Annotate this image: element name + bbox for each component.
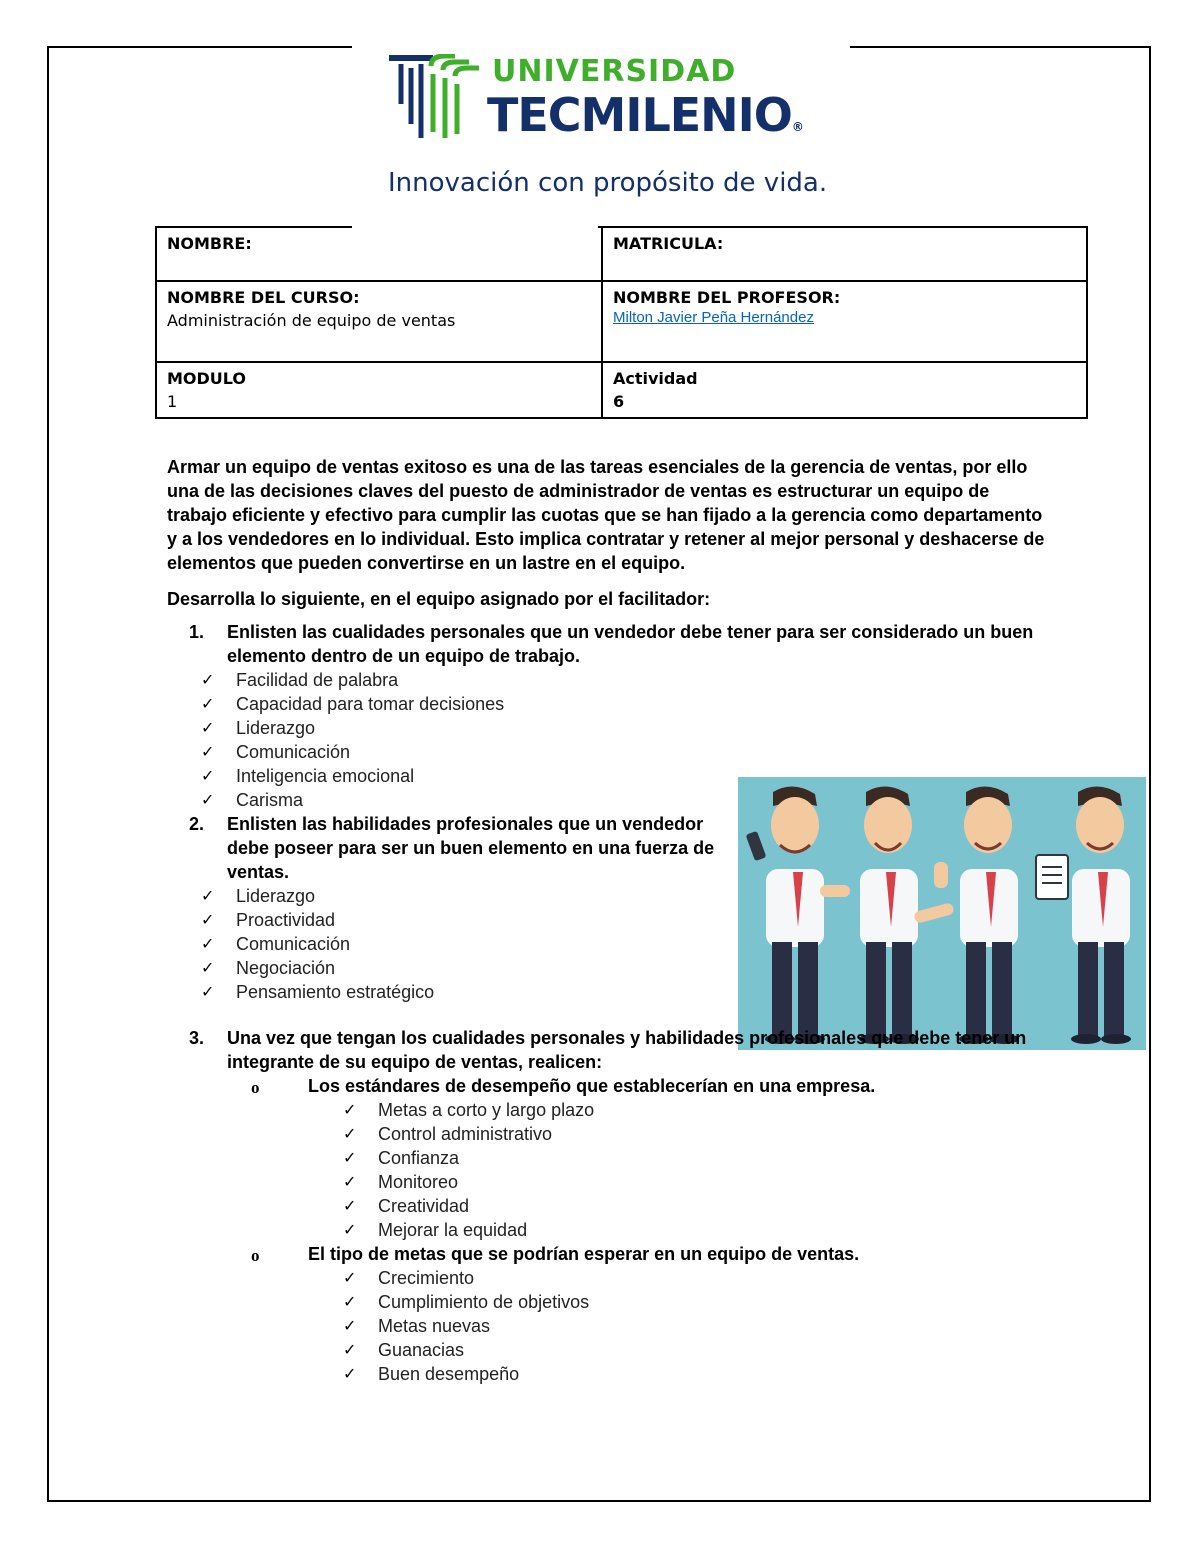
list-item <box>167 956 1047 980</box>
list-item-text: Buen desempeño <box>378 1364 520 1384</box>
question-3 <box>167 1026 1047 1074</box>
list-item-text: Monitoreo <box>378 1172 459 1192</box>
list-item-text: Crecimiento <box>378 1268 475 1288</box>
list-item-text: Cumplimiento de objetivos <box>378 1292 590 1312</box>
check-icon: ✓ <box>201 790 215 809</box>
check-icon: ✓ <box>343 1220 357 1239</box>
list-item <box>167 1146 1047 1170</box>
list-item <box>167 1170 1047 1194</box>
list-item <box>167 1314 1047 1338</box>
list-item-text: Mejorar la equidad <box>378 1220 528 1240</box>
list-item <box>167 884 1047 908</box>
actividad-label: Actividad <box>613 369 698 388</box>
check-icon: ✓ <box>201 718 215 737</box>
question-1-number: 1. <box>189 622 205 642</box>
list-item-text: Metas a corto y largo plazo <box>378 1100 595 1120</box>
profesor-cell <box>602 281 1087 362</box>
list-item <box>167 1338 1047 1362</box>
actividad-value: 6 <box>613 392 625 411</box>
list-item-text: Facilidad de palabra <box>236 670 399 690</box>
list-item <box>167 1290 1047 1314</box>
list-item-text: Liderazgo <box>236 718 316 738</box>
question-2 <box>167 812 717 884</box>
logo-word-universidad: UNIVERSIDAD <box>492 54 737 89</box>
list-item <box>167 668 1047 692</box>
actividad-cell <box>602 362 1087 418</box>
question-3a-text: Los estándares de desempeño que establecerían en una empresa. <box>308 1076 876 1096</box>
curso-value: Administración de equipo de ventas <box>167 311 456 330</box>
question-3-text: Una vez que tengan los cualidades personales y habilidades profesionales que debe tener un integrante de su equipo de ventas, realicen: <box>227 1028 1027 1072</box>
question-3b <box>167 1242 1047 1266</box>
check-icon: ✓ <box>201 670 215 689</box>
check-icon: ✓ <box>201 958 215 977</box>
logo-word-tecmilenio <box>487 88 803 142</box>
list-item-text: Capacidad para tomar decisiones <box>236 694 505 714</box>
tecmilenio-mark-icon <box>387 54 482 138</box>
bullet-icon: o <box>251 1246 260 1265</box>
check-icon: ✓ <box>343 1196 357 1215</box>
intro-paragraph: Armar un equipo de ventas exitoso es una de las tareas esenciales de la gerencia de ventas, por ello una de las decisiones claves del puesto de administrador de ventas es estructurar un equipo de trabajo eficiente y efectivo para cumplir las cuotas que se han fijado a la gerencia como departamento y a los vendedores en lo individual. Esto implica contratar y retener al mejor personal y deshacerse de elementos que pueden convertirse en un lastre en el equipo. <box>167 457 1045 573</box>
list-item-text: Comunicación <box>236 742 351 762</box>
check-icon: ✓ <box>201 982 215 1001</box>
list-item <box>167 1362 1047 1386</box>
modulo-cell <box>156 362 602 418</box>
question-3b-text: El tipo de metas que se podrían esperar en un equipo de ventas. <box>308 1244 860 1264</box>
question-1-list <box>167 668 1047 812</box>
list-item-text: Guanacias <box>378 1340 465 1360</box>
list-item-text: Comunicación <box>236 934 351 954</box>
list-item-text: Pensamiento estratégico <box>236 982 435 1002</box>
list-item-text: Carisma <box>236 790 304 810</box>
check-icon: ✓ <box>343 1148 357 1167</box>
matricula-cell <box>602 227 1087 281</box>
check-icon: ✓ <box>343 1268 357 1287</box>
question-2-number: 2. <box>189 814 205 834</box>
question-2-list <box>167 884 1047 1004</box>
list-item-text: Control administrativo <box>378 1124 553 1144</box>
check-icon: ✓ <box>343 1316 357 1335</box>
list-item <box>167 740 1047 764</box>
curso-cell <box>156 281 602 362</box>
check-icon: ✓ <box>201 934 215 953</box>
list-item <box>167 692 1047 716</box>
check-icon: ✓ <box>343 1292 357 1311</box>
check-icon: ✓ <box>201 694 215 713</box>
list-item <box>167 932 1047 956</box>
check-icon: ✓ <box>343 1100 357 1119</box>
check-icon: ✓ <box>201 766 215 785</box>
nombre-label: NOMBRE: <box>167 234 252 253</box>
question-3a-list <box>167 1098 1047 1242</box>
question-1 <box>167 620 1047 668</box>
student-info-table <box>155 226 1088 419</box>
list-item <box>167 1122 1047 1146</box>
matricula-label: MATRICULA: <box>613 234 724 253</box>
list-item <box>167 764 1047 788</box>
bullet-icon: o <box>251 1078 260 1097</box>
question-2-text: Enlisten las habilidades profesionales que un vendedor debe poseer para ser un buen elemento en una fuerza de ventas. <box>227 814 715 882</box>
list-item-text: Liderazgo <box>236 886 316 906</box>
list-item-text: Metas nuevas <box>378 1316 491 1336</box>
tagline: Innovación con propósito de vida. <box>388 168 828 198</box>
list-item <box>167 716 1047 740</box>
curso-label: NOMBRE DEL CURSO: <box>167 288 360 307</box>
salesman-figure-4 <box>1036 786 1131 1044</box>
logo-word-tecmilenio-text: TECMILENIO <box>487 88 792 142</box>
question-3-number: 3. <box>189 1028 205 1048</box>
instruction-line: Desarrolla lo siguiente, en el equipo asignado por el facilitador: <box>167 589 711 609</box>
nombre-cell <box>156 227 602 281</box>
list-item-text: Confianza <box>378 1148 460 1168</box>
list-item <box>167 1266 1047 1290</box>
list-item <box>167 980 1047 1004</box>
list-item-text: Negociación <box>236 958 336 978</box>
modulo-label: MODULO <box>167 369 247 388</box>
check-icon: ✓ <box>201 742 215 761</box>
list-item <box>167 1098 1047 1122</box>
profesor-link[interactable]: Milton Javier Peña Hernández <box>613 309 814 326</box>
list-item <box>167 908 1047 932</box>
question-3a <box>167 1074 1047 1098</box>
profesor-label: NOMBRE DEL PROFESOR: <box>613 288 841 307</box>
registered-mark: ® <box>791 120 803 134</box>
check-icon: ✓ <box>201 886 215 905</box>
modulo-value: 1 <box>167 392 178 411</box>
check-icon: ✓ <box>343 1124 357 1143</box>
list-item <box>167 1194 1047 1218</box>
question-3b-list <box>167 1266 1047 1386</box>
list-item-text: Inteligencia emocional <box>236 766 415 786</box>
check-icon: ✓ <box>343 1172 357 1191</box>
document-body <box>167 455 1047 1386</box>
list-item-text: Proactividad <box>236 910 336 930</box>
check-icon: ✓ <box>201 910 215 929</box>
check-icon: ✓ <box>343 1364 357 1383</box>
table-top-gap <box>352 224 598 228</box>
university-logo <box>387 50 827 150</box>
list-item <box>167 1218 1047 1242</box>
list-item <box>167 788 1047 812</box>
list-item-text: Creatividad <box>378 1196 470 1216</box>
check-icon: ✓ <box>343 1340 357 1359</box>
question-1-text: Enlisten las cualidades personales que un vendedor debe tener para ser considerado un buen elemento dentro de un equipo de trabajo. <box>227 622 1034 666</box>
